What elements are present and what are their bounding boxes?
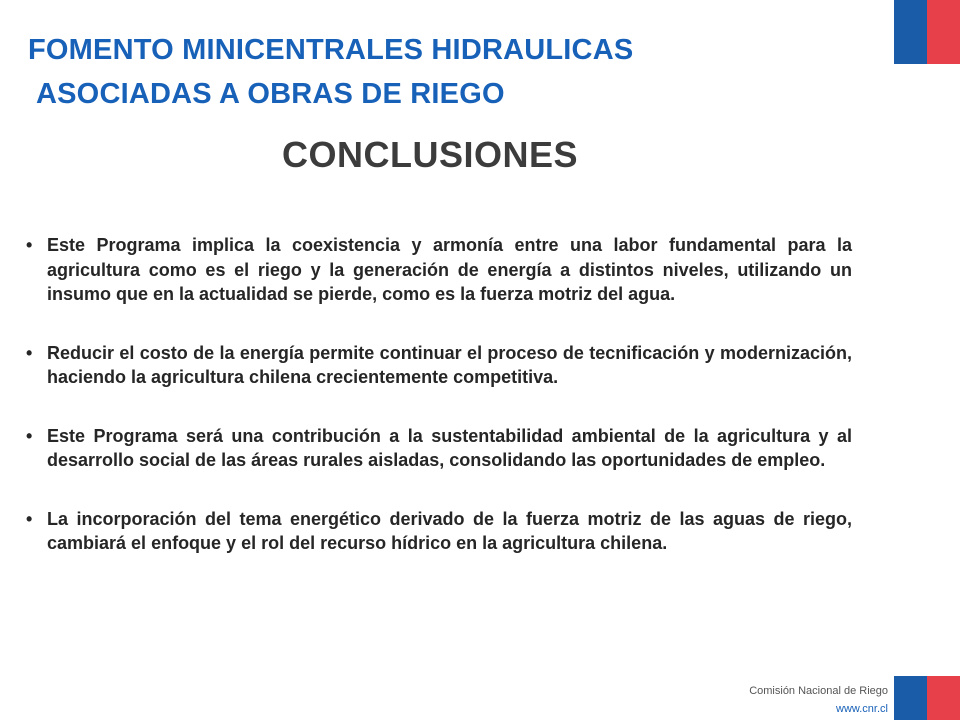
conclusions-list — [26, 233, 852, 590]
bullet-icon: • — [26, 425, 33, 446]
list-item-text: Este Programa será una contribución a la sustentabilidad ambiental de la agricultura y al desarrollo social de las áreas rurales aisladas, consolidando las oportunidades de empleo. — [47, 425, 852, 470]
footer — [749, 682, 888, 718]
flag-stripe-top — [894, 0, 960, 64]
list-item — [26, 507, 852, 556]
list-item-text: Este Programa implica la coexistencia y armonía entre una labor fundamental para la agricultura como es el riego y la generación de energía a distintos niveles, utilizando un insumo que en la actualidad se pierde, como es la fuerza motriz del agua. — [47, 235, 852, 304]
flag-blue-band — [894, 676, 927, 720]
slide-title-line-2: ASOCIADAS A OBRAS DE RIEGO — [36, 78, 505, 110]
list-item — [26, 233, 852, 307]
list-item-text: La incorporación del tema energético derivado de la fuerza motriz de las aguas de riego, cambiará el enfoque y el rol del recurso hídrico en la agricultura chilena. — [47, 508, 852, 553]
flag-stripe-bottom — [894, 676, 960, 720]
flag-blue-band — [894, 0, 927, 64]
list-item — [26, 341, 852, 390]
list-item-text: Reducir el costo de la energía permite continuar el proceso de tecnificación y modernización, haciendo la agricultura chilena crecientemente competitiva. — [47, 342, 852, 387]
footer-website-link[interactable]: www.cnr.cl — [836, 703, 888, 715]
slide-title-line-1: FOMENTO MINICENTRALES HIDRAULICAS — [28, 34, 634, 66]
bullet-icon: • — [26, 342, 33, 363]
slide-title — [28, 28, 633, 116]
bullet-icon: • — [26, 235, 33, 255]
footer-organization: Comisión Nacional de Riego — [749, 685, 888, 697]
bullet-icon: • — [26, 508, 33, 529]
flag-red-band — [927, 676, 960, 720]
flag-red-band — [927, 0, 960, 64]
list-item — [26, 424, 852, 473]
section-heading: CONCLUSIONES — [281, 134, 579, 175]
